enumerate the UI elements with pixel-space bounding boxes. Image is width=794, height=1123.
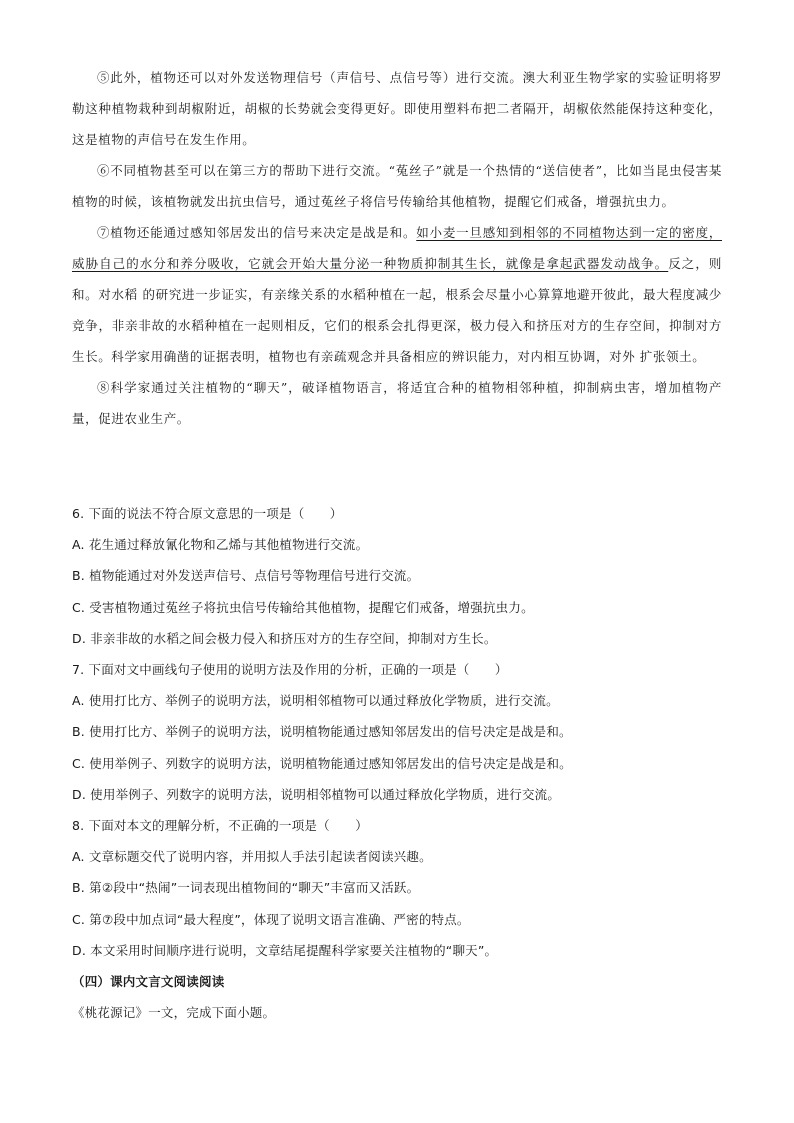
question-6-option-c: C. 受害植物通过菟丝子将抗虫信号传输给其他植物，提醒它们戒备，增强抗虫力。 <box>72 599 534 615</box>
question-list <box>72 498 722 1028</box>
question-8-option-a: A. 文章标题交代了说明内容，并用拟人手法引起读者阅读兴趣。 <box>72 849 432 865</box>
question-6-option-d: D. 非亲非故的水稻之间会极力侵入和挤压对方的生存空间，抑制对方生长。 <box>72 630 497 646</box>
paragraph-7-end: 反之，则和。对水稻 的研究进一步证实，有亲缘关系的水稻种植在一起，根系会尽量小心算算地避开彼此，最大程度减少竞争，非亲非故的水稻种植在一起则相反，它们的根系会扎得更深，极力侵入和挤压对方的生存空间，抑制对方生长。科学家用确凿的证据表明，植物也有亲疏观念并具备相应的辨识能力，对内相互协调，对外 扩张领土。 <box>72 256 723 364</box>
question-6-stem: 6. 下面的说法不符合原文意思的一项是（ ） <box>72 506 343 521</box>
paragraph-8: ⑧科学家通过关注植物的“聊天”，破译植物语言，将适宜合种的植物相邻种植，抑制病虫害，增加植物产量，促进农业生产。 <box>72 380 722 426</box>
paragraph-7-start: ⑦植物还能通过感知邻居发出的信号来决定是战是和。 <box>97 225 417 240</box>
question-8-option-d: D. 本文采用时间顺序进行说明，文章结尾提醒科学家要关注植物的“聊天”。 <box>72 942 498 958</box>
question-6-option-a: A. 花生通过释放氰化物和乙烯与其他植物进行交流。 <box>72 537 369 553</box>
question-6-option-b: B. 植物能通过对外发送声信号、点信号等物理信号进行交流。 <box>72 568 420 584</box>
question-7-option-c: C. 使用举例子、列数字的说明方法，说明植物能通过感知邻居发出的信号决定是战是和。 <box>72 755 572 771</box>
reading-passage <box>72 62 722 434</box>
question-7-stem: 7. 下面对文中画线句子使用的说明方法及作用的分析，正确的一项是（ ） <box>72 662 508 678</box>
paragraph-6: ⑥不同植物甚至可以在第三方的帮助下进行交流。“菟丝子”就是一个热情的“送信使者”，比如当昆虫侵害某植物的时候，该植物就发出抗虫信号，通过菟丝子将信号传输给其他植物，提醒它们戒备，增强抗虫力。 <box>72 163 722 209</box>
question-7-option-a: A. 使用打比方、举例子的说明方法，说明相邻植物可以通过释放化学物质，进行交流。 <box>72 693 559 709</box>
paragraph-5: ⑤此外，植物还可以对外发送物理信号（声信号、点信号等）进行交流。澳大利亚生物学家的实验证明将罗勒这种植物栽种到胡椒附近，胡椒的长势就会变得更好。即使用塑料布把二者隔开，胡椒依然能保持这种变化，这是植物的声信号在发生作用。 <box>72 70 722 147</box>
underlined-sentence: 如小麦一旦感知到相邻的不同植物达到一定的密度，威胁自己的水分和养分吸收，它就会开始大量分泌一种物质抑制其生长，就像是拿起武器发动战争。 <box>72 225 722 271</box>
question-8-stem: 8. 下面对本文的理解分析，不正确的一项是（ ） <box>72 818 368 834</box>
section-4-title: （四）课内文言文阅读阅读 <box>72 974 225 990</box>
question-7-option-b: B. 使用打比方、举例子的说明方法，说明植物能通过感知邻居发出的信号决定是战是和。 <box>72 724 572 740</box>
question-8-option-c: C. 第⑦段中加点词“最大程度”，体现了说明文语言准确、严密的特点。 <box>72 911 470 927</box>
question-8-option-b: B. 第②段中“热闹”一词表现出植物间的“聊天”丰富而又活跃。 <box>72 880 420 896</box>
question-7-option-d: D. 使用举例子、列数字的说明方法，说明相邻植物可以通过释放化学物质，进行交流。 <box>72 786 561 802</box>
paragraph-7 <box>72 217 722 372</box>
section-4-intro: 《桃花源记》一文，完成下面小题。 <box>72 1005 276 1021</box>
